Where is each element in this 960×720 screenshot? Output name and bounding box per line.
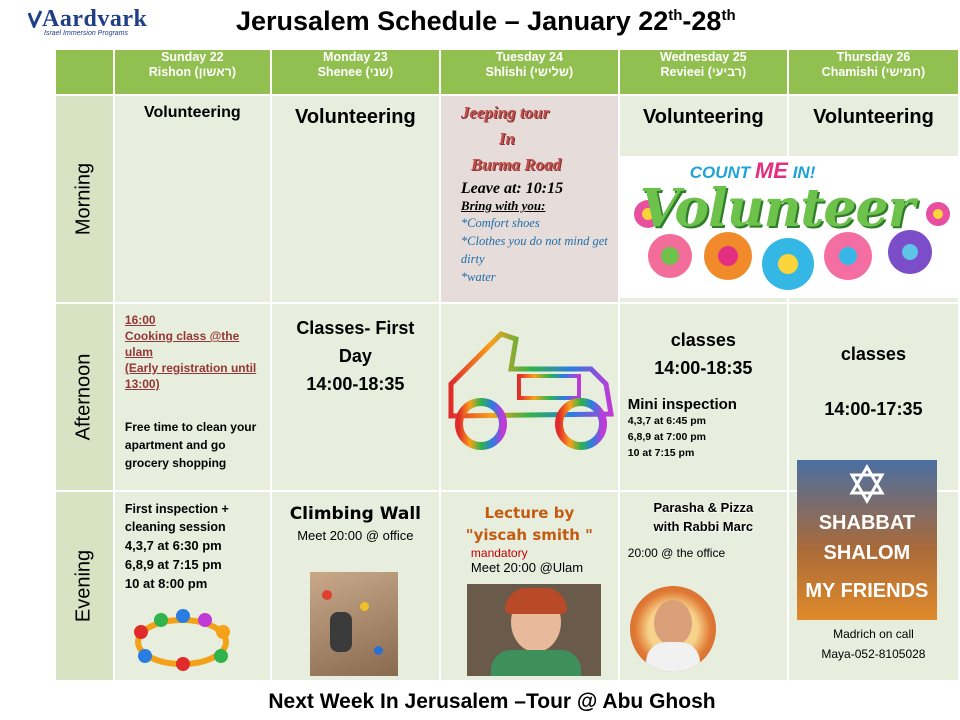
free-time-note: Free time to clean your apartment and go grocery shopping: [124, 420, 257, 470]
mandatory-note: mandatory: [470, 546, 528, 560]
day-header-monday: Monday 23 Shenee (שני): [271, 49, 440, 95]
schedule-table: [54, 48, 960, 682]
page-title: Jerusalem Schedule – January 22th-28th: [236, 6, 736, 36]
me-word: ME: [754, 158, 788, 183]
madrich-phone: Maya-052-8105028: [821, 647, 926, 661]
lecturer-photo: [467, 584, 601, 676]
classes-title: Classes- First: [296, 318, 415, 338]
poster-line: MY FRIENDS: [805, 580, 929, 602]
evening-sunday: [114, 491, 271, 681]
day-header-wednesday: Wednesday 25 Revieei (רביעי): [619, 49, 788, 95]
classes-time: 14:00-17:35: [824, 399, 923, 419]
flower-icon: [762, 238, 814, 290]
activity-volunteering: Volunteering: [294, 106, 416, 128]
mini-inspection-title: Mini inspection: [627, 396, 737, 413]
volunteer-banner: [620, 156, 958, 298]
logo-tagline: Israel Immersion Programs: [44, 30, 129, 37]
activity-volunteering: Volunteering: [813, 106, 934, 128]
evening-wednesday: [619, 491, 788, 681]
morning-sunday: [114, 95, 271, 303]
inspection-slot: 4,3,7 at 6:45 pm: [627, 415, 706, 427]
flower-icon: [824, 232, 872, 280]
inspection-slot: 6,8,9 at 7:15 pm: [124, 557, 222, 572]
lecture-title: Lecture by: [484, 504, 575, 522]
in-word: IN!: [792, 163, 816, 182]
parasha-title: Parasha & Pizza: [653, 500, 754, 515]
flower-icon: [704, 232, 752, 280]
count-word: COUNT: [689, 163, 751, 182]
rabbi-name: with Rabbi Marc: [653, 519, 754, 534]
parasha-meet: 20:00 @ the office: [627, 546, 726, 560]
cooking-time: 16:00: [124, 313, 156, 327]
classes-time: 14:00-18:35: [306, 374, 405, 394]
activity-volunteering: Volunteering: [642, 106, 764, 128]
registration-note: (Early registration until 13:00): [124, 361, 257, 391]
inspection-slot: 10 at 8:00 pm: [124, 576, 208, 591]
volunteer-word: Volunteer: [639, 178, 914, 239]
day-header-tuesday: Tuesday 24 Shlishi (שלישי): [440, 49, 619, 95]
pizza-photo: [630, 586, 716, 672]
lecture-meet: Meet 20:00 @Ulam: [470, 560, 584, 575]
jeep-tour-title: Jeeping tour: [460, 103, 550, 122]
afternoon-monday: Classes- First Day 14:00-18:35: [271, 303, 440, 491]
evening-tuesday: [440, 491, 619, 681]
row-label-afternoon: Afternoon: [55, 303, 114, 491]
day-header-thursday: Thursday 26 Chamishi (חמישי): [788, 49, 959, 95]
climbing-photo: [310, 572, 398, 676]
flower-icon: [648, 234, 692, 278]
v-checkmark-icon: [28, 10, 42, 28]
climbing-wall-title: Climbing Wall: [289, 504, 421, 524]
star-of-david-icon: [847, 464, 887, 504]
evening-monday: [271, 491, 440, 681]
inspection-title: First inspection + cleaning session: [124, 502, 229, 534]
inspection-slot: 6,8,9 at 7:00 pm: [627, 431, 706, 443]
logo-name: Aardvark: [42, 6, 148, 32]
madrich-label: Madrich on call: [833, 627, 914, 641]
lecturer-name: "yiscah smith ": [465, 526, 593, 544]
afternoon-wednesday: [619, 303, 788, 491]
activity-volunteering: Volunteering: [144, 104, 241, 121]
morning-monday: [271, 95, 440, 303]
evening-thursday: [788, 491, 959, 681]
classes-label: classes: [670, 330, 736, 350]
jeep-icon: [441, 324, 616, 454]
bring-item: *Clothes you do not mind get dirty: [460, 234, 608, 266]
group-circle-icon: [127, 606, 237, 672]
cooking-class: Cooking class @the ulam: [124, 329, 240, 359]
shabbat-shalom-poster: [797, 460, 937, 620]
aardvark-logo: [28, 8, 158, 42]
footer-note: Next Week In Jerusalem –Tour @ Abu Ghosh: [268, 690, 716, 713]
classes-time: 14:00-18:35: [654, 358, 753, 378]
morning-tuesday: Jeeping tour In Burma Road Leave at: 10:15 Bring with you: *Comfort shoes *Clothes you do not mind get dirty *water: [440, 95, 619, 303]
poster-line: SHABBAT: [818, 512, 916, 534]
leave-time: Leave at: 10:15: [460, 180, 564, 197]
flower-icon: [926, 202, 950, 226]
afternoon-tuesday: [440, 303, 619, 491]
bring-item: *water: [460, 270, 496, 284]
classes-label: classes: [840, 344, 906, 364]
poster-line: SHALOM: [823, 542, 911, 564]
row-label-morning: Morning: [55, 95, 114, 303]
climbing-meet: Meet 20:00 @ office: [297, 528, 414, 543]
day-header-sunday: Sunday 22 Rishon (ראשון): [114, 49, 271, 95]
inspection-slot: 10 at 7:15 pm: [627, 447, 695, 459]
table-corner: [55, 49, 114, 95]
inspection-slot: 4,3,7 at 6:30 pm: [124, 538, 222, 553]
row-label-evening: Evening: [55, 491, 114, 681]
afternoon-sunday: [114, 303, 271, 491]
morning-wednesday: [619, 95, 914, 303]
bring-item: *Comfort shoes: [460, 216, 540, 230]
